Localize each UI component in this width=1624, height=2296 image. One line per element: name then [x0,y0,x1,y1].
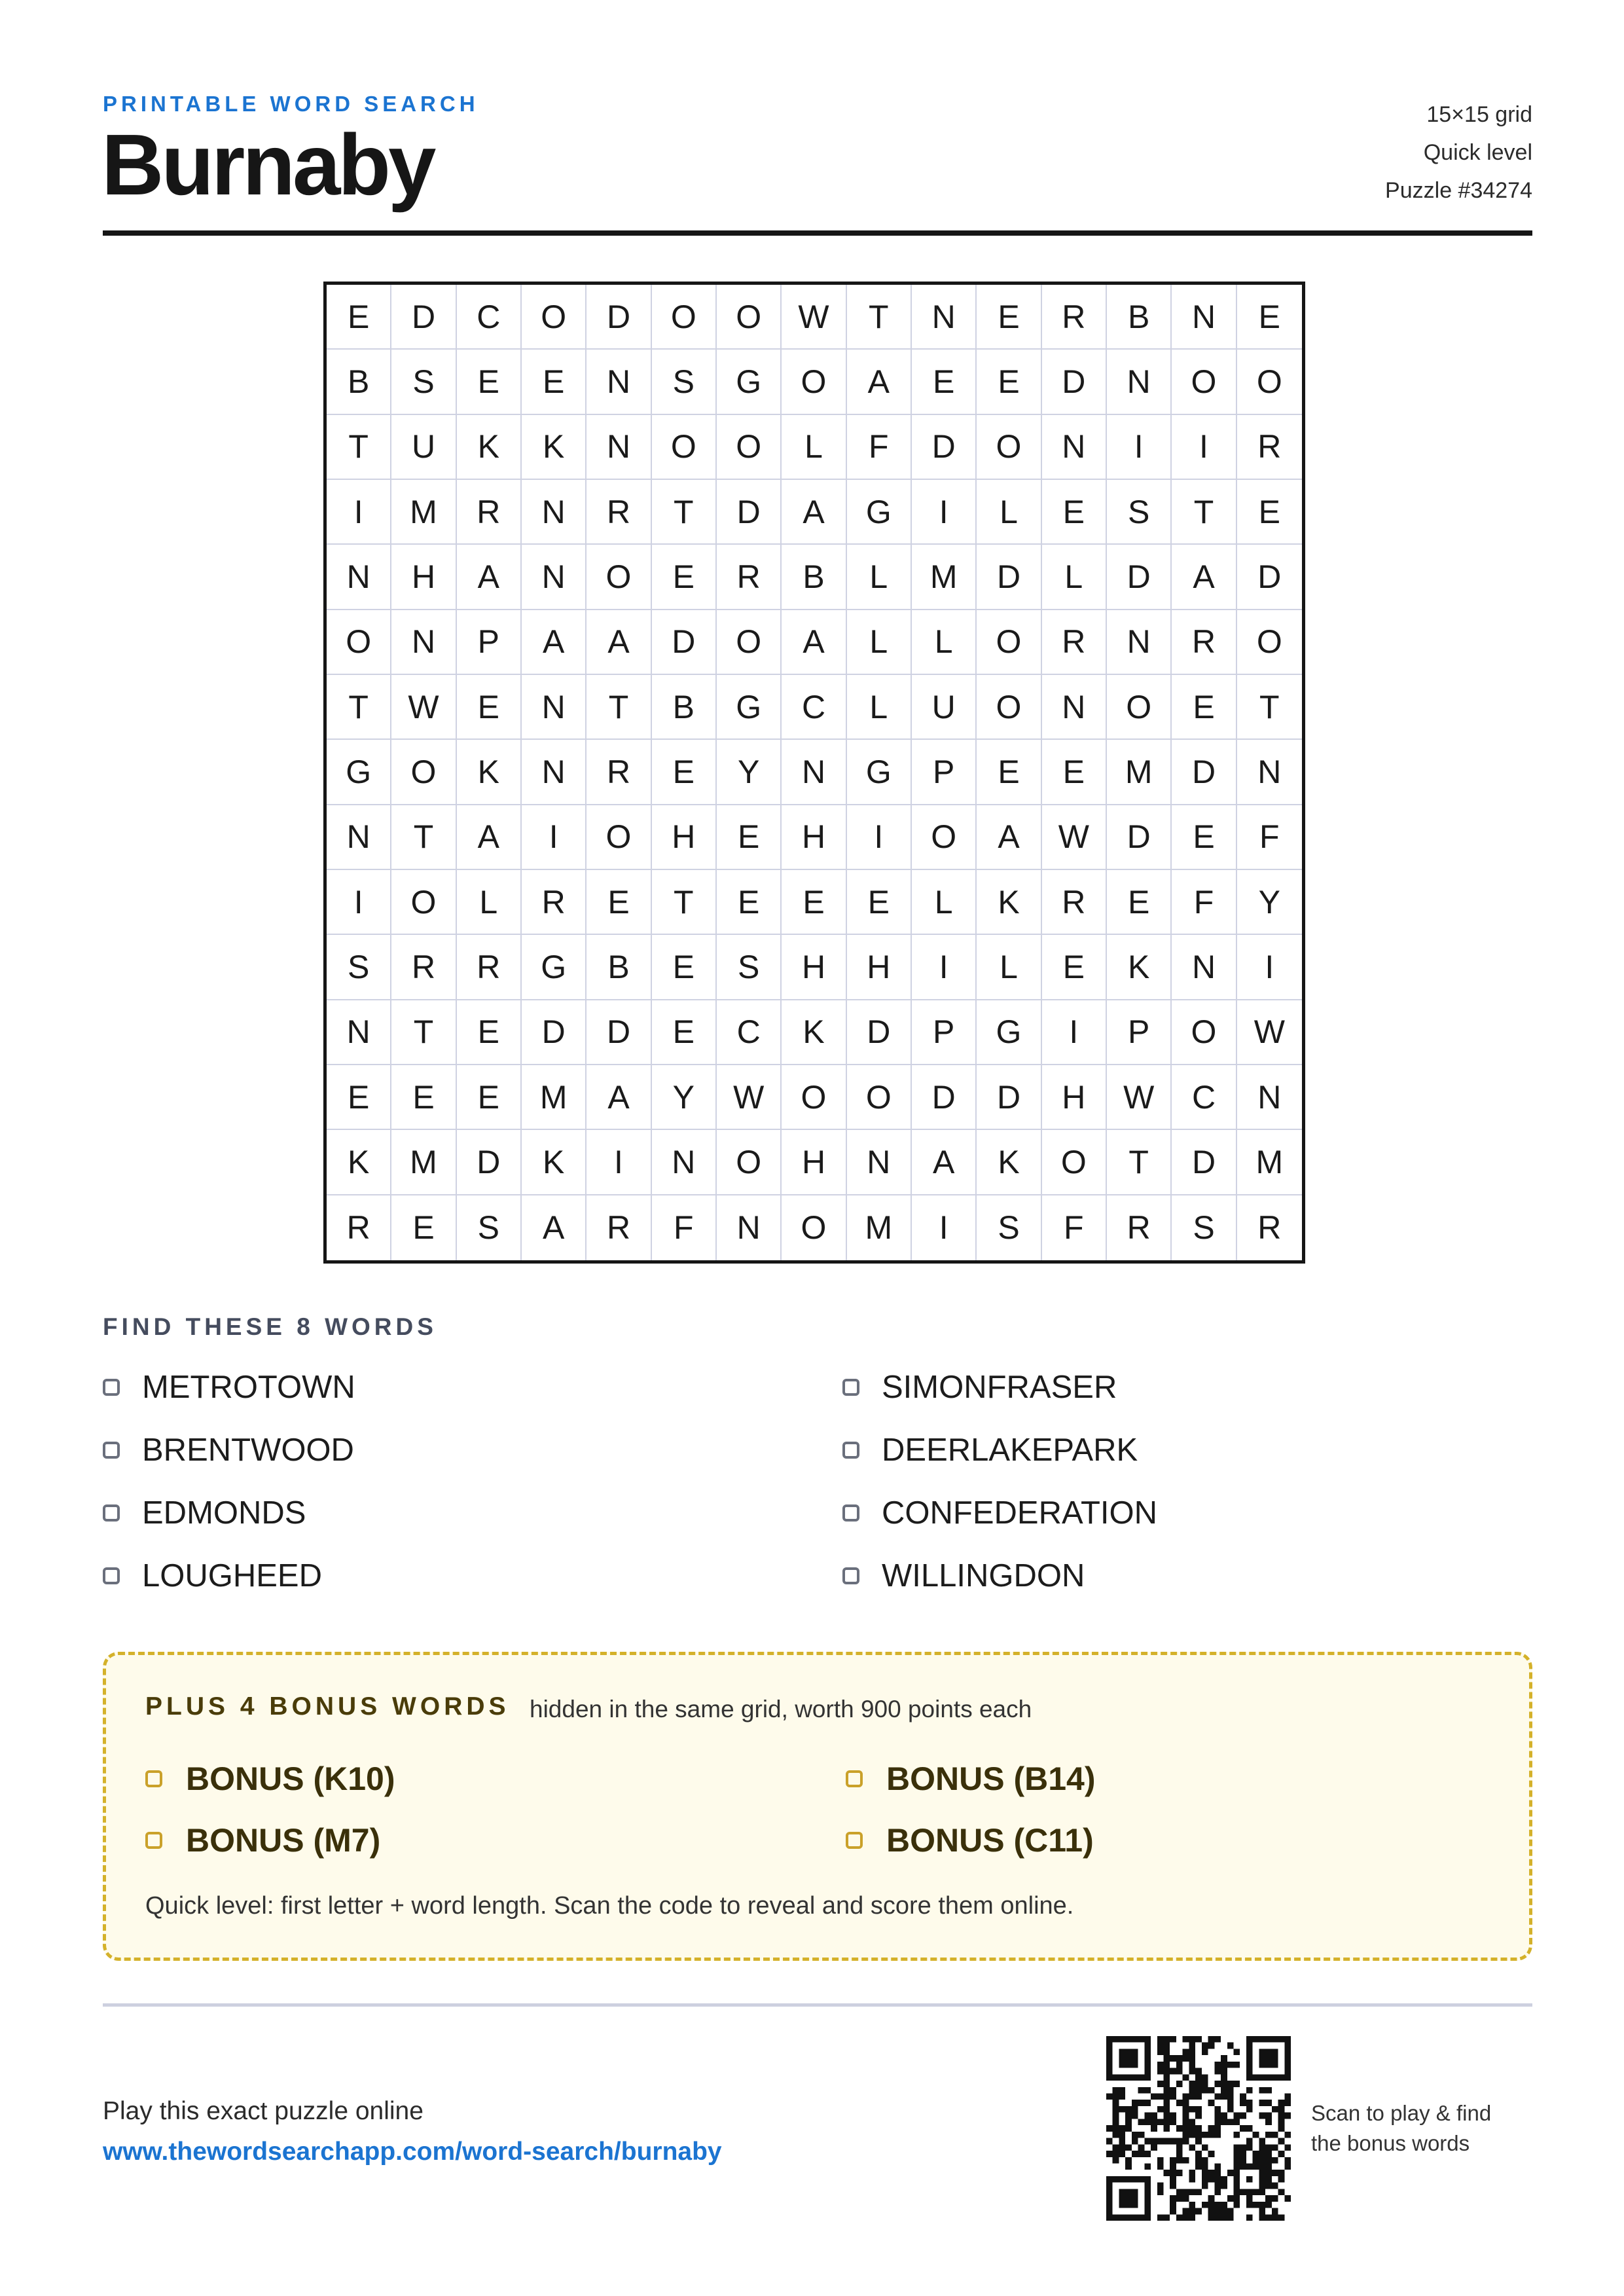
grid-cell[interactable]: E [847,870,912,935]
grid-cell[interactable]: F [1237,805,1302,870]
grid-cell[interactable]: D [977,1065,1041,1130]
grid-cell[interactable]: F [1172,870,1236,935]
checkbox-icon[interactable] [842,1379,859,1396]
grid-cell[interactable]: S [1172,1195,1236,1260]
grid-cell[interactable]: D [1172,1130,1236,1195]
grid-cell[interactable]: W [1042,805,1107,870]
word-label: BRENTWOOD [142,1432,354,1468]
grid-cell[interactable]: E [1107,870,1172,935]
grid-cell[interactable]: R [1237,415,1302,480]
checkbox-icon[interactable] [103,1442,120,1459]
grid-cell[interactable]: S [391,350,456,414]
grid-cell[interactable]: O [782,1065,846,1130]
puzzle-number-label: Puzzle #34274 [1385,178,1532,203]
grid-cell[interactable]: D [391,285,456,350]
word-item[interactable] [842,1368,1242,1406]
grid-cell[interactable]: I [522,805,586,870]
word-label: EDMONDS [142,1495,306,1531]
page-title: Burnaby [101,117,434,213]
grid-cell[interactable]: O [912,805,977,870]
grid-cell[interactable]: E [652,740,717,805]
bonus-heading: PLUS 4 BONUS WORDS [145,1692,510,1721]
grid-cell[interactable]: E [522,350,586,414]
grid-cell[interactable]: O [977,415,1041,480]
grid-cell[interactable]: L [977,935,1041,1000]
grid-cell[interactable]: S [717,935,782,1000]
grid-cell[interactable]: H [782,935,846,1000]
bonus-subheading: hidden in the same grid, worth 900 points each [530,1696,1032,1722]
grid-cell[interactable]: O [1172,350,1236,414]
grid-cell[interactable]: T [1237,675,1302,740]
grid-cell[interactable]: O [782,350,846,414]
grid-cell[interactable]: N [912,285,977,350]
grid-cell[interactable]: O [782,1195,846,1260]
grid-cell[interactable]: I [1042,1000,1107,1065]
grid-cell[interactable]: A [522,1195,586,1260]
grid-cell[interactable]: E [391,1065,456,1130]
grid-cell[interactable]: E [327,1065,391,1130]
grid-cell[interactable]: R [586,740,651,805]
grid-cell[interactable]: D [586,285,651,350]
word-item[interactable] [842,1431,1242,1469]
grid-cell[interactable]: R [1107,1195,1172,1260]
grid-cell[interactable]: N [522,545,586,610]
grid-cell[interactable]: N [586,415,651,480]
puzzle-url-link[interactable]: www.thewordsearchapp.com/word-search/burnaby [103,2138,722,2166]
grid-cell[interactable]: S [457,1195,522,1260]
grid-cell[interactable]: A [847,350,912,414]
word-list-heading: FIND THESE 8 WORDS [103,1313,437,1340]
grid-cell[interactable]: L [847,545,912,610]
word-item[interactable] [103,1557,842,1595]
word-label: CONFEDERATION [882,1495,1158,1531]
grid-cell[interactable]: N [391,610,456,675]
grid-cell[interactable]: E [457,350,522,414]
grid-cell[interactable]: O [1237,350,1302,414]
grid-cell[interactable]: E [782,870,846,935]
grid-cell[interactable]: N [327,805,391,870]
grid-cell[interactable]: K [1107,935,1172,1000]
grid-cell[interactable]: K [457,740,522,805]
grid-cell[interactable]: N [782,740,846,805]
grid-cell[interactable]: B [586,935,651,1000]
grid-cell[interactable]: B [327,350,391,414]
grid-cell[interactable]: K [977,1130,1041,1195]
grid-cell[interactable]: O [717,610,782,675]
word-label: LOUGHEED [142,1558,323,1594]
grid-cell[interactable]: A [457,545,522,610]
grid-cell[interactable]: U [391,415,456,480]
grid-cell[interactable]: M [522,1065,586,1130]
play-online-label: Play this exact puzzle online [103,2097,424,2125]
grid-cell[interactable]: K [522,415,586,480]
page-kicker: PRINTABLE WORD SEARCH [103,92,479,116]
grid-cell[interactable]: E [1172,805,1236,870]
word-label: DEERLAKEPARK [882,1432,1138,1468]
grid-cell[interactable]: D [912,415,977,480]
level-label: Quick level [1423,140,1532,165]
grid-cell[interactable]: P [912,740,977,805]
grid-cell[interactable]: K [782,1000,846,1065]
grid-cell[interactable]: N [1107,610,1172,675]
word-item[interactable] [103,1368,842,1406]
grid-cell[interactable]: O [1172,1000,1236,1065]
grid-cell[interactable]: O [717,415,782,480]
grid-cell[interactable]: R [586,1195,651,1260]
grid-cell[interactable]: R [457,935,522,1000]
grid-cell[interactable]: A [782,610,846,675]
grid-cell[interactable]: M [391,480,456,545]
grid-cell[interactable]: D [652,610,717,675]
grid-cell[interactable]: N [327,545,391,610]
grid-cell[interactable]: E [457,1000,522,1065]
grid-cell[interactable]: H [847,935,912,1000]
grid-cell[interactable]: I [912,480,977,545]
grid-cell[interactable]: E [1172,675,1236,740]
grid-cell[interactable]: E [1237,480,1302,545]
grid-cell[interactable]: E [1042,480,1107,545]
word-item[interactable] [103,1494,842,1532]
grid-cell[interactable]: A [522,610,586,675]
grid-cell[interactable]: N [327,1000,391,1065]
grid-cell[interactable]: T [586,675,651,740]
word-label: METROTOWN [142,1370,355,1405]
grid-cell[interactable]: R [1257,1209,1282,1247]
grid-cell[interactable]: E [652,545,717,610]
grid-cell[interactable]: E [652,1000,717,1065]
grid-cell[interactable]: O [717,1130,782,1195]
grid-cell[interactable]: O [522,285,586,350]
grid-cell[interactable]: O [717,285,782,350]
grid-cell[interactable]: E [457,1065,522,1130]
grid-cell[interactable]: D [1107,545,1172,610]
grid-cell[interactable]: M [1107,740,1172,805]
grid-cell[interactable]: L [457,870,522,935]
qr-caption-line: the bonus words [1311,2131,1470,2155]
bonus-panel [103,1652,1532,1961]
grid-cell[interactable]: N [1107,350,1172,414]
grid-cell[interactable]: D [977,545,1041,610]
grid-cell[interactable]: O [652,285,717,350]
grid-cell[interactable]: E [652,935,717,1000]
grid-cell[interactable]: D [912,1065,977,1130]
grid-cell[interactable]: T [847,285,912,350]
grid-size-label: 15×15 grid [1426,102,1532,127]
grid-cell[interactable]: N [522,675,586,740]
word-label: WILLINGDON [882,1558,1085,1594]
grid-cell[interactable]: I [327,480,391,545]
grid-cell[interactable]: T [1107,1130,1172,1195]
grid-cell[interactable]: Y [1237,870,1302,935]
grid-cell[interactable]: T [391,805,456,870]
grid-cell[interactable]: E [1237,285,1302,350]
grid-cell[interactable]: O [847,1065,912,1130]
grid-cell[interactable]: I [327,870,391,935]
grid-cell[interactable]: M [1237,1130,1302,1195]
grid-cell[interactable]: K [457,415,522,480]
word-list [103,1368,1242,1595]
grid-cell[interactable]: N [1172,935,1236,1000]
grid-cell[interactable]: A [782,480,846,545]
grid-cell[interactable]: E [586,870,651,935]
grid-cell[interactable]: C [457,285,522,350]
checkbox-icon[interactable] [846,1770,863,1787]
word-item[interactable] [842,1557,1242,1595]
grid-cell[interactable]: L [912,870,977,935]
grid-cell[interactable]: S [652,350,717,414]
grid-cell[interactable]: C [717,1000,782,1065]
grid-cell[interactable]: D [1042,350,1107,414]
grid-cell[interactable]: E [391,1195,456,1260]
grid-cell[interactable]: H [1042,1065,1107,1130]
checkbox-icon[interactable] [145,1770,162,1787]
grid-cell[interactable]: D [457,1130,522,1195]
grid-cell[interactable]: S [327,935,391,1000]
grid-cell[interactable]: W [782,285,846,350]
grid-cell[interactable]: T [652,480,717,545]
grid-cell[interactable]: L [977,480,1041,545]
checkbox-icon[interactable] [842,1567,859,1584]
grid-cell[interactable]: T [1172,480,1236,545]
grid-cell[interactable]: D [1237,545,1302,610]
grid-cell[interactable]: A [586,1065,651,1130]
word-label: SIMONFRASER [882,1370,1117,1405]
grid-cell[interactable]: K [977,870,1041,935]
grid-cell[interactable]: N [1237,1065,1302,1130]
grid-cell[interactable]: L [847,675,912,740]
grid-cell[interactable]: I [912,1195,977,1260]
bonus-label: BONUS (B14) [886,1760,1096,1797]
grid-cell[interactable]: O [327,610,391,675]
grid-cell[interactable]: A [1172,545,1236,610]
grid-cell[interactable]: H [652,805,717,870]
bonus-item[interactable] [846,1760,1193,1798]
grid-cell[interactable]: W [1237,1000,1302,1065]
grid-cell[interactable]: M [391,1130,456,1195]
grid-cell[interactable]: N [522,740,586,805]
grid-cell[interactable]: S [977,1195,1041,1260]
bonus-note: Quick level: first letter + word length. Scan the code to reveal and score them online. [145,1892,1074,1920]
grid-cell[interactable]: O [1237,610,1302,675]
grid-cell[interactable]: I [912,935,977,1000]
grid-cell[interactable]: B [1107,285,1172,350]
grid-cell[interactable]: R [717,545,782,610]
grid-cell[interactable]: K [327,1130,391,1195]
grid-cell[interactable]: E [717,805,782,870]
grid-cell[interactable]: N [1172,285,1236,350]
grid-cell[interactable]: E [977,285,1041,350]
grid-cell[interactable]: R [1042,610,1107,675]
grid-cell[interactable]: W [391,675,456,740]
bonus-item[interactable] [145,1760,846,1798]
grid-cell[interactable]: I [847,805,912,870]
grid-cell[interactable]: D [717,480,782,545]
checkbox-icon[interactable] [846,1832,863,1849]
grid-cell[interactable]: Y [717,740,782,805]
grid-cell[interactable]: N [1237,740,1302,805]
grid-cell[interactable]: N [1042,415,1107,480]
grid-cell[interactable]: R [457,480,522,545]
checkbox-icon[interactable] [103,1379,120,1396]
grid-cell[interactable]: N [652,1130,717,1195]
bonus-item[interactable] [846,1821,1193,1859]
grid-cell[interactable]: D [1172,740,1236,805]
grid-cell[interactable]: G [327,740,391,805]
grid-cell[interactable]: F [847,415,912,480]
grid-cell[interactable]: G [717,675,782,740]
letter-grid[interactable] [323,282,1305,1264]
grid-cell[interactable]: C [782,675,846,740]
grid-cell[interactable]: R [1042,285,1107,350]
grid-cell[interactable]: O [1042,1130,1107,1195]
grid-cell[interactable]: Y [652,1065,717,1130]
grid-cell[interactable]: E [977,740,1041,805]
grid-cell[interactable]: P [457,610,522,675]
grid-cell[interactable]: M [912,545,977,610]
grid-cell[interactable]: A [586,610,651,675]
grid-cell[interactable]: M [847,1195,912,1260]
grid-cell[interactable]: I [586,1130,651,1195]
grid-cell[interactable]: B [782,545,846,610]
grid-cell[interactable]: K [522,1130,586,1195]
checkbox-icon[interactable] [145,1832,162,1849]
grid-cell[interactable]: R [1042,870,1107,935]
checkbox-icon[interactable] [842,1442,859,1459]
grid-cell[interactable]: H [782,1130,846,1195]
grid-cell[interactable]: D [1107,805,1172,870]
grid-cell[interactable]: N [522,480,586,545]
grid-cell[interactable]: E [977,350,1041,414]
grid-cell[interactable]: P [912,1000,977,1065]
grid-cell[interactable]: O [977,675,1041,740]
grid-cell[interactable]: L [782,415,846,480]
grid-cell[interactable]: D [522,1000,586,1065]
header-divider [103,230,1532,236]
grid-cell[interactable]: E [912,350,977,414]
grid-cell[interactable]: I [1237,935,1302,1000]
grid-cell[interactable]: O [586,805,651,870]
grid-cell[interactable]: N [1042,675,1107,740]
grid-cell[interactable]: H [391,545,456,610]
grid-cell[interactable]: O [586,545,651,610]
qr-code-icon[interactable] [1106,2036,1291,2221]
grid-cell[interactable]: G [847,740,912,805]
grid-cell[interactable]: W [1107,1065,1172,1130]
grid-cell[interactable]: H [782,805,846,870]
checkbox-icon[interactable] [842,1504,859,1522]
grid-cell[interactable]: E [1042,740,1107,805]
grid-cell[interactable]: L [847,610,912,675]
grid-cell[interactable]: R [586,480,651,545]
grid-cell[interactable]: E [327,285,391,350]
grid-cell[interactable]: R [1172,610,1236,675]
grid-cell[interactable]: E [457,675,522,740]
grid-cell[interactable]: R [522,870,586,935]
grid-cell[interactable]: O [977,610,1041,675]
checkbox-icon[interactable] [103,1567,120,1584]
grid-cell[interactable]: C [1172,1065,1236,1130]
grid-cell[interactable]: G [522,935,586,1000]
grid-cell[interactable]: R [391,935,456,1000]
checkbox-icon[interactable] [103,1504,120,1522]
word-item[interactable] [842,1494,1242,1532]
grid-cell[interactable]: E [717,870,782,935]
grid-cell[interactable]: F [652,1195,717,1260]
grid-cell[interactable]: N [847,1130,912,1195]
footer-divider [103,2003,1532,2007]
grid-cell[interactable]: G [977,1000,1041,1065]
grid-cell[interactable]: R [327,1195,391,1260]
puzzle-meta [1385,96,1532,210]
bonus-label: BONUS (M7) [186,1822,381,1859]
grid-cell[interactable]: W [717,1065,782,1130]
grid-cell[interactable]: P [1107,1000,1172,1065]
grid-cell[interactable]: F [1042,1195,1107,1260]
grid-cell[interactable]: D [847,1000,912,1065]
bonus-list [145,1760,1193,1859]
grid-cell[interactable]: O [652,415,717,480]
grid-cell[interactable]: O [1107,675,1172,740]
grid-cell[interactable]: D [586,1000,651,1065]
grid-cell[interactable]: T [391,1000,456,1065]
grid-cell[interactable]: A [977,805,1041,870]
grid-cell[interactable]: E [1042,935,1107,1000]
grid-cell[interactable]: N [717,1195,782,1260]
grid-cell[interactable]: L [912,610,977,675]
grid-cell[interactable]: G [847,480,912,545]
bonus-label: BONUS (C11) [886,1822,1094,1859]
word-item[interactable] [103,1431,842,1469]
bonus-label: BONUS (K10) [186,1760,395,1797]
bonus-item[interactable] [145,1821,846,1859]
grid-cell[interactable]: L [1042,545,1107,610]
grid-cell[interactable]: S [1107,480,1172,545]
grid-cell[interactable]: I [1107,415,1172,480]
grid-cell[interactable]: A [457,805,522,870]
grid-cell[interactable]: T [327,675,391,740]
qr-caption-line: Scan to play & find [1311,2101,1492,2125]
grid-cell[interactable]: O [391,740,456,805]
grid-cell[interactable]: I [1172,415,1236,480]
grid-cell[interactable]: B [652,675,717,740]
grid-cell[interactable]: G [717,350,782,414]
grid-cell[interactable]: O [391,870,456,935]
grid-cell[interactable]: A [912,1130,977,1195]
grid-cell[interactable]: T [652,870,717,935]
grid-cell[interactable]: U [912,675,977,740]
grid-cell[interactable]: T [327,415,391,480]
qr-caption [1311,2098,1527,2159]
grid-cell[interactable]: N [586,350,651,414]
